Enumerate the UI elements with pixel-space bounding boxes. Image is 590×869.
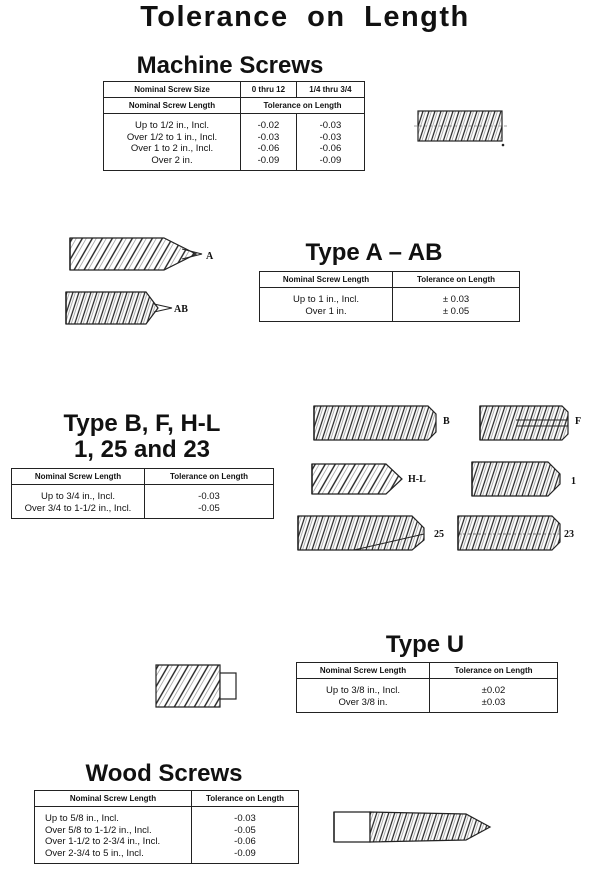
header-cell: Nominal Screw Length (12, 469, 145, 485)
table-cell: Over 2 in. (151, 154, 193, 166)
type-a-ab-table (259, 271, 520, 322)
header-cell: 0 thru 12 (241, 82, 297, 98)
type-ab-screw-illustration (62, 286, 174, 330)
tolerance-column (430, 679, 558, 713)
type-u-table (296, 662, 558, 713)
type-23-label: 23 (564, 529, 574, 540)
table-cell: Over 5/8 to 1-1/2 in., Incl. (45, 824, 152, 836)
machine-screws-table (103, 81, 365, 171)
table-cell: -0.05 (198, 502, 220, 514)
header-cell: Nominal Screw Length (260, 272, 393, 288)
type-ab-label: AB (174, 304, 188, 315)
table-cell: -0.06 (234, 836, 256, 847)
type-b-f-hl-title-line2: 1, 25 and 23 (73, 436, 211, 463)
tolerance-column (145, 485, 274, 519)
header-cell: Nominal Screw Size (104, 82, 241, 98)
type-25-label: 25 (434, 529, 444, 540)
type-1-label: 1 (571, 476, 576, 487)
table-cell: -0.03 (319, 131, 342, 143)
header-cell: Tolerance on Length (393, 272, 520, 288)
type-u-title: Type U (385, 631, 465, 658)
length-column (297, 679, 430, 713)
table-cell: Up to 1/2 in., Incl. (135, 120, 209, 131)
header-cell: 1/4 thru 3/4 (296, 82, 364, 98)
wood-screws-title: Wood Screws (85, 760, 243, 787)
type-hl-label: H-L (408, 474, 426, 485)
table-cell: -0.09 (234, 847, 256, 859)
type-a-screw-illustration (64, 232, 204, 278)
table-cell: -0.03 (319, 120, 342, 131)
wood-screw-illustration (330, 806, 496, 848)
tolerance-column (192, 807, 299, 864)
header-cell: Nominal Screw Length (297, 663, 430, 679)
table-cell: Over 1 to 2 in., Incl. (130, 143, 214, 154)
table-cell: ±0.03 (481, 696, 506, 708)
type-23-screw-illustration (454, 510, 564, 556)
length-column (35, 807, 192, 864)
header-cell: Nominal Screw Length (104, 98, 241, 114)
wood-screws-table (34, 790, 299, 864)
header-cell: Tolerance on Length (192, 791, 299, 807)
table-cell: Over 1 in. (305, 305, 347, 317)
table-cell: -0.09 (319, 154, 342, 166)
table-cell: Over 3/4 to 1-1/2 in., Incl. (24, 502, 132, 514)
table-cell: -0.03 (257, 131, 280, 143)
small-size-column (241, 114, 297, 171)
type-hl-screw-illustration (308, 456, 404, 502)
header-cell: Tolerance on Length (241, 98, 365, 114)
table-cell: Over 1-1/2 to 2-3/4 in., Incl. (45, 836, 161, 847)
type-b-f-hl-title-line1: Type B, F, H-L (63, 410, 221, 437)
table-cell: ± 0.03 (442, 294, 470, 305)
table-cell: Up to 1 in., Incl. (292, 294, 359, 305)
table-cell: Over 3/8 in. (338, 696, 388, 708)
length-column (260, 288, 393, 322)
table-cell: ±0.02 (481, 685, 506, 696)
table-cell: Over 2-3/4 to 5 in., Incl. (45, 847, 144, 859)
table-cell: ± 0.05 (442, 305, 470, 317)
table-cell: -0.09 (257, 154, 280, 166)
table-cell: -0.02 (257, 120, 280, 131)
type-u-screw-illustration (150, 659, 242, 713)
table-cell: Up to 3/4 in., Incl. (41, 491, 115, 502)
table-cell: Up to 3/8 in., Incl. (326, 685, 400, 696)
type-25-screw-illustration (294, 510, 430, 556)
table-cell: -0.03 (198, 491, 220, 502)
length-column (12, 485, 145, 519)
table-cell: -0.06 (257, 143, 280, 154)
type-f-label: F (575, 416, 582, 427)
machine-screws-title: Machine Screws (136, 52, 324, 79)
header-cell: Tolerance on Length (430, 663, 558, 679)
type-a-label: A (206, 251, 214, 262)
table-cell: -0.05 (234, 824, 256, 836)
type-b-f-hl-table (11, 468, 274, 519)
tolerance-column (393, 288, 520, 322)
type-1-screw-illustration (468, 456, 564, 502)
header-cell: Nominal Screw Length (35, 791, 192, 807)
table-cell: -0.03 (234, 813, 256, 824)
type-a-ab-title: Type A – AB (305, 239, 443, 266)
type-f-screw-illustration (476, 400, 572, 446)
header-cell: Tolerance on Length (145, 469, 274, 485)
page-title: Tolerance on Length (140, 1, 470, 33)
type-b-screw-illustration (310, 400, 440, 446)
table-cell: Over 1/2 to 1 in., Incl. (126, 131, 218, 143)
type-b-label: B (443, 416, 450, 427)
table-cell: Up to 5/8 in., Incl. (45, 813, 119, 824)
large-size-column (296, 114, 364, 171)
machine-screw-illustration (412, 105, 510, 151)
length-column (104, 114, 241, 171)
table-cell: -0.06 (319, 143, 342, 154)
